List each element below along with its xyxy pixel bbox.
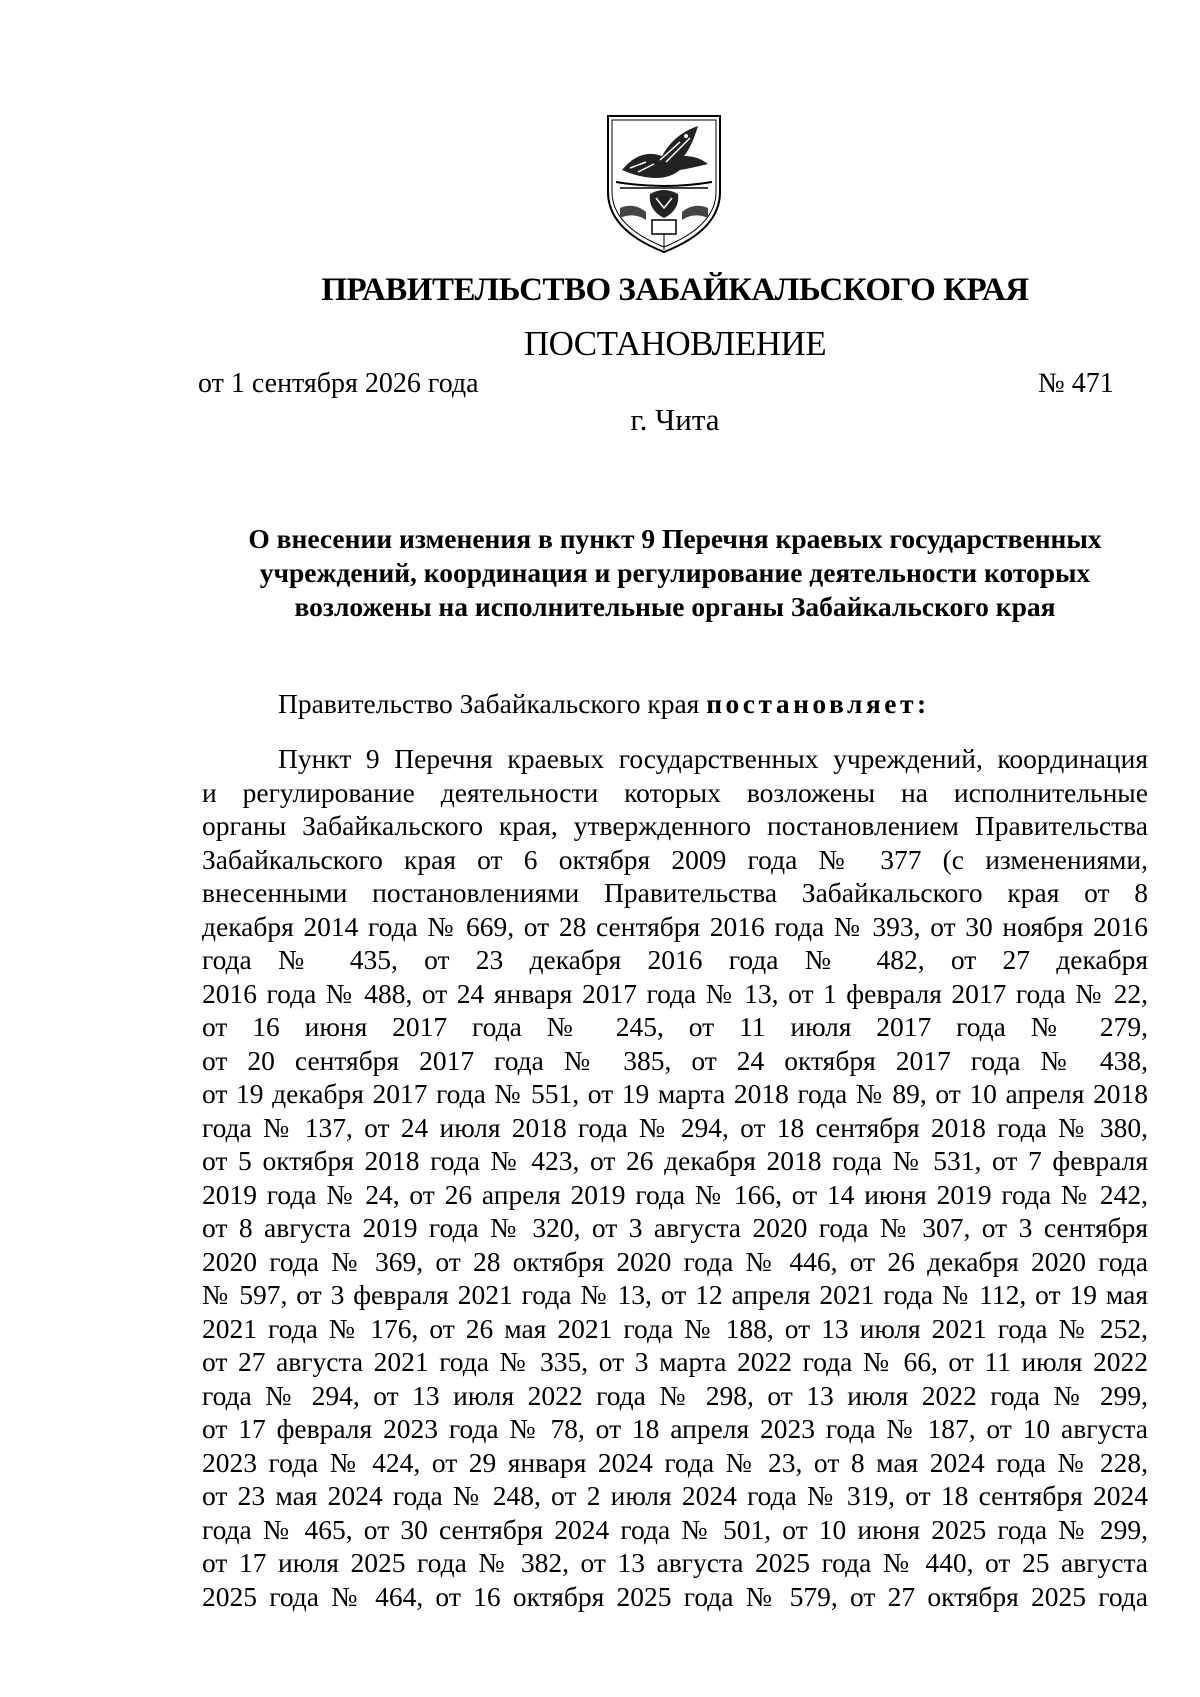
body-line: от 8 августа 2019 года № 320, от 3 августа 2020 года № 307, от 3 сентября [202, 1212, 1148, 1243]
body-line: от 17 июля 2025 года № 382, от 13 августа 2025 года № 440, от 25 августа [202, 1547, 1148, 1578]
body-line: от 23 мая 2024 года № 248, от 2 июля 2024 года № 319, от 18 сентября 2024 [202, 1480, 1148, 1511]
body-line: внесенными постановлениями Правительства Забайкальского края от 8 [202, 877, 1148, 908]
body-line: 2025 года № 464, от 16 октября 2025 года № 579, от 27 октября 2025 года [202, 1580, 1148, 1612]
body-line: от 27 августа 2021 года № 335, от 3 марта 2022 года № 66, от 11 июля 2022 [202, 1346, 1148, 1377]
body-line: 2021 года № 176, от 26 мая 2021 года № 188, от 13 июля 2021 года № 252, [202, 1312, 1148, 1344]
preamble-decree-word: постановляет: [706, 688, 930, 719]
preamble [278, 688, 930, 720]
body-line: года № 435, от 23 декабря 2016 года № 482, от 27 декабря [202, 944, 1148, 975]
document-number: № 471 [1038, 368, 1114, 399]
body-line: 2016 года № 488, от 24 января 2017 года № 13, от 1 февраля 2017 года № 22, [202, 977, 1148, 1009]
organization-title: ПРАВИТЕЛЬСТВО ЗАБАЙКАЛЬСКОГО КРАЯ [321, 272, 1029, 308]
document-date: от 1 сентября 2026 года [198, 368, 479, 399]
body-line: от 17 февраля 2023 года № 78, от 18 апреля 2023 года № 187, от 10 августа [202, 1413, 1148, 1444]
body-line: от 16 июня 2017 года № 245, от 11 июля 2017 года № 279, [202, 1011, 1148, 1042]
document-city: г. Чита [630, 402, 720, 437]
subject-line: О внесении изменения в пункт 9 Перечня краевых государственных [248, 523, 1102, 554]
body-line: 2019 года № 24, от 26 апреля 2019 года № 166, от 14 июня 2019 года № 242, [202, 1178, 1148, 1210]
preamble-text: Правительство Забайкальского края [278, 688, 707, 719]
body-line: от 20 сентября 2017 года № 385, от 24 октября 2017 года № 438, [202, 1044, 1148, 1076]
document-type: ПОСТАНОВЛЕНИЕ [523, 324, 827, 363]
body-line: 2023 года № 424, от 29 января 2024 года № 23, от 8 мая 2024 года № 228, [202, 1446, 1148, 1478]
body-line: от 19 декабря 2017 года № 551, от 19 марта 2018 года № 89, от 10 апреля 2018 [202, 1078, 1148, 1109]
body-line: от 5 октября 2018 года № 423, от 26 декабря 2018 года № 531, от 7 февраля [202, 1145, 1148, 1176]
body-paragraph [202, 742, 1148, 1613]
document-subject [200, 522, 1150, 624]
body-line: Забайкальского края от 6 октября 2009 года № 377 (с изменениями, [202, 843, 1148, 875]
body-line: декабря 2014 года № 669, от 28 сентября 2016 года № 393, от 30 ноября 2016 [202, 910, 1148, 942]
subject-line: учреждений, координация и регулирование деятельности которых [259, 557, 1091, 588]
body-line: № 597, от 3 февраля 2021 года № 13, от 12 апреля 2021 года № 112, от 19 мая [202, 1279, 1148, 1310]
coat-of-arms-icon [600, 112, 728, 256]
body-line: года № 465, от 30 сентября 2024 года № 501, от 10 июня 2025 года № 299, [202, 1513, 1148, 1545]
subject-line: возложены на исполнительные органы Забайкальского края [294, 591, 1056, 622]
body-line: 2020 года № 369, от 28 октября 2020 года № 446, от 26 декабря 2020 года [202, 1245, 1148, 1277]
body-line: органы Забайкальского края, утвержденного постановлением Правительства [202, 810, 1148, 841]
body-line: года № 294, от 13 июля 2022 года № 298, от 13 июля 2022 года № 299, [202, 1379, 1148, 1411]
body-line: года № 137, от 24 июля 2018 года № 294, от 18 сентября 2018 года № 380, [202, 1111, 1148, 1143]
body-line: и регулирование деятельности которых возложены на исполнительные [202, 776, 1148, 808]
body-line: Пункт 9 Перечня краевых государственных учреждений, координация [278, 743, 1148, 774]
